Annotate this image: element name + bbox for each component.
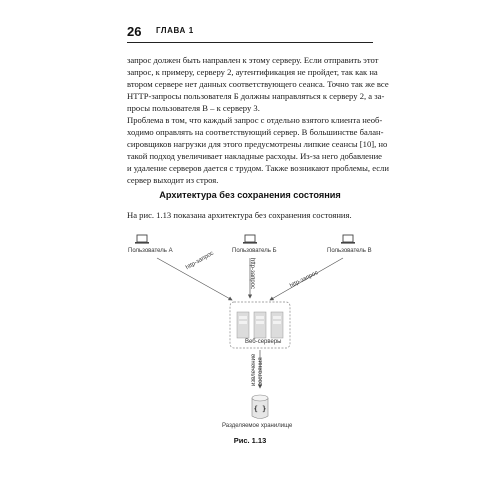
paragraph-line: запрос, к примеру, серверу 2, аутентификация не пройдет, так как на [127,67,378,78]
edge-label: http-запрос [185,250,215,272]
laptop-icon [243,235,257,244]
paragraph-line: HTTP-запросы пользователя Б должны направляться к серверу 2, а за- [127,91,385,102]
paragraph-2 [127,114,389,187]
curly-braces-icon: { } [253,405,267,413]
user-label: Пользователь В [327,248,372,254]
user-label: Пользователь Б [232,248,277,254]
header-rule [127,42,373,43]
paragraph-line: сервер выходит из строя. [127,175,219,186]
fetch-label: состояния [258,357,264,386]
paragraph-line: запрос должен быть направлен к этому серверу. Если отправить этот [127,55,379,65]
laptop-icon [135,235,149,244]
server-icon [271,312,283,338]
paragraph-line: просы пользователя В – к серверу 3. [127,103,260,114]
paragraph-line: Проблема в том, что каждый запрос с отдельно взятого клиента необ- [127,115,383,125]
chapter-title: ГЛАВА 1 [156,26,194,35]
paragraph-line: и удаление серверов дается с трудом. Также возникают проблемы, если [127,163,389,174]
laptop-icon [341,235,355,244]
section-heading: Архитектура без сохранения состояния [159,190,341,200]
paragraph-line: такой подход увеличивает накладные расходы. Из-за него добавление [127,151,382,162]
paragraph-line: ходимо оправлять на соответствующий сервер. В большинстве балан- [127,127,384,138]
edge-label: http-запрос [289,269,320,290]
database-icon [252,395,268,419]
paragraph-1 [127,54,389,114]
page-header [127,26,373,40]
edge-label: http-запрос [249,258,255,290]
web-servers-label: Веб-серверы [245,339,282,345]
page-number: 26 [127,24,142,39]
figure-caption: Рис. 1.13 [233,436,267,445]
storage-label: Разделяемое хранилище [222,423,293,429]
intro-text: На рис. 1.13 показана архитектура без сохранения состояния. [127,210,352,220]
paragraph-line: втором сервере нет данных соответствующего сеанса. Точно так же все [127,79,389,90]
architecture-diagram [127,228,373,436]
user-label: Пользователь А [128,248,173,254]
server-icon [254,312,266,338]
server-icon [237,312,249,338]
fetch-label: извлечение [251,353,257,386]
paragraph-line: сировщиков нагрузки для этого предусмотрены липкие сеансы [10], но [127,139,388,150]
